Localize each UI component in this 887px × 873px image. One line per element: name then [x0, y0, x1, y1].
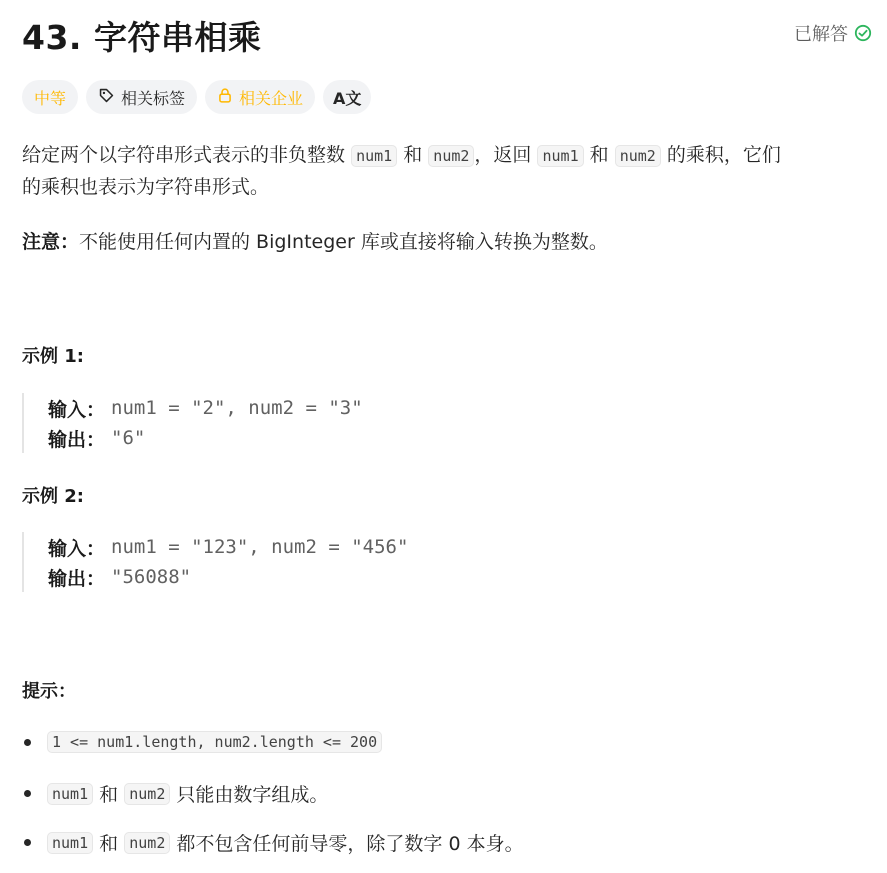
- bullet: [24, 839, 31, 846]
- output-label: 输出：: [48, 428, 106, 451]
- note-paragraph: [22, 227, 608, 258]
- description-text: 的乘积，它们: [666, 144, 781, 166]
- inline-code: 1 <= num1.length, num2.length <= 200: [47, 731, 382, 753]
- description-paragraph: [22, 140, 872, 203]
- inline-code: num2: [124, 783, 170, 805]
- hints-heading: 提示：: [22, 681, 76, 702]
- inline-code: num1: [351, 145, 397, 167]
- example-input-line: [48, 393, 622, 423]
- related-tags-button[interactable]: [86, 80, 197, 114]
- note-label: 注意：: [22, 231, 80, 253]
- inline-code: num1: [537, 145, 583, 167]
- tag-icon: [98, 87, 115, 108]
- example-heading: 示例 1:: [22, 346, 84, 367]
- example-output-line: [48, 423, 622, 453]
- description-text: ，返回: [474, 144, 532, 166]
- list-item: [22, 780, 328, 807]
- input-label: 输入：: [48, 398, 106, 421]
- list-item: [22, 829, 524, 856]
- description-text: 给定两个以字符串形式表示的非负整数: [22, 144, 346, 166]
- description-text: 和: [403, 144, 423, 166]
- example-input-line: [48, 532, 622, 562]
- related-companies-label: 相关企业: [239, 88, 304, 108]
- description-text: 和: [589, 144, 609, 166]
- inline-code: num1: [47, 783, 93, 805]
- list-text: 都不包含任何前导零，除了数字 0 本身。: [176, 833, 524, 855]
- input-value: num1 = "123", num2 = "456": [111, 536, 409, 558]
- check-circle-icon: [854, 24, 872, 42]
- problem-title: 43. 字符串相乘: [22, 18, 262, 57]
- input-label: 输入：: [48, 537, 106, 560]
- bullet: [24, 739, 31, 746]
- solved-label: 已解答: [794, 24, 848, 45]
- related-tags-label: 相关标签: [121, 88, 186, 108]
- solved-status[interactable]: [794, 20, 872, 46]
- list-item: [22, 731, 382, 753]
- output-label: 输出：: [48, 567, 106, 590]
- tag-bar: [22, 80, 371, 114]
- input-value: num1 = "2", num2 = "3": [111, 397, 363, 419]
- inline-code: num2: [615, 145, 661, 167]
- inline-code: num2: [428, 145, 474, 167]
- problem-header: [22, 8, 872, 58]
- list-text: 只能由数字组成。: [176, 784, 329, 806]
- inline-code: num1: [47, 832, 93, 854]
- list-text: 和: [99, 833, 119, 855]
- bullet: [24, 790, 31, 797]
- description-text: 的乘积也表示为字符串形式。: [22, 176, 270, 198]
- inline-code: num2: [124, 832, 170, 854]
- related-companies-button[interactable]: [205, 80, 315, 114]
- note-text: 不能使用任何内置的 BigInteger 库或直接将输入转换为整数。: [79, 231, 608, 253]
- difficulty-badge[interactable]: 中等: [22, 80, 78, 114]
- output-value: "56088": [111, 566, 192, 588]
- lock-icon: [217, 87, 233, 108]
- example-block: [22, 393, 622, 453]
- example-block: [22, 532, 622, 592]
- list-text: 和: [99, 784, 119, 806]
- example-output-line: [48, 562, 622, 592]
- font-toggle-button[interactable]: A文: [323, 80, 371, 114]
- example-heading: 示例 2:: [22, 486, 84, 507]
- output-value: "6": [111, 427, 146, 449]
